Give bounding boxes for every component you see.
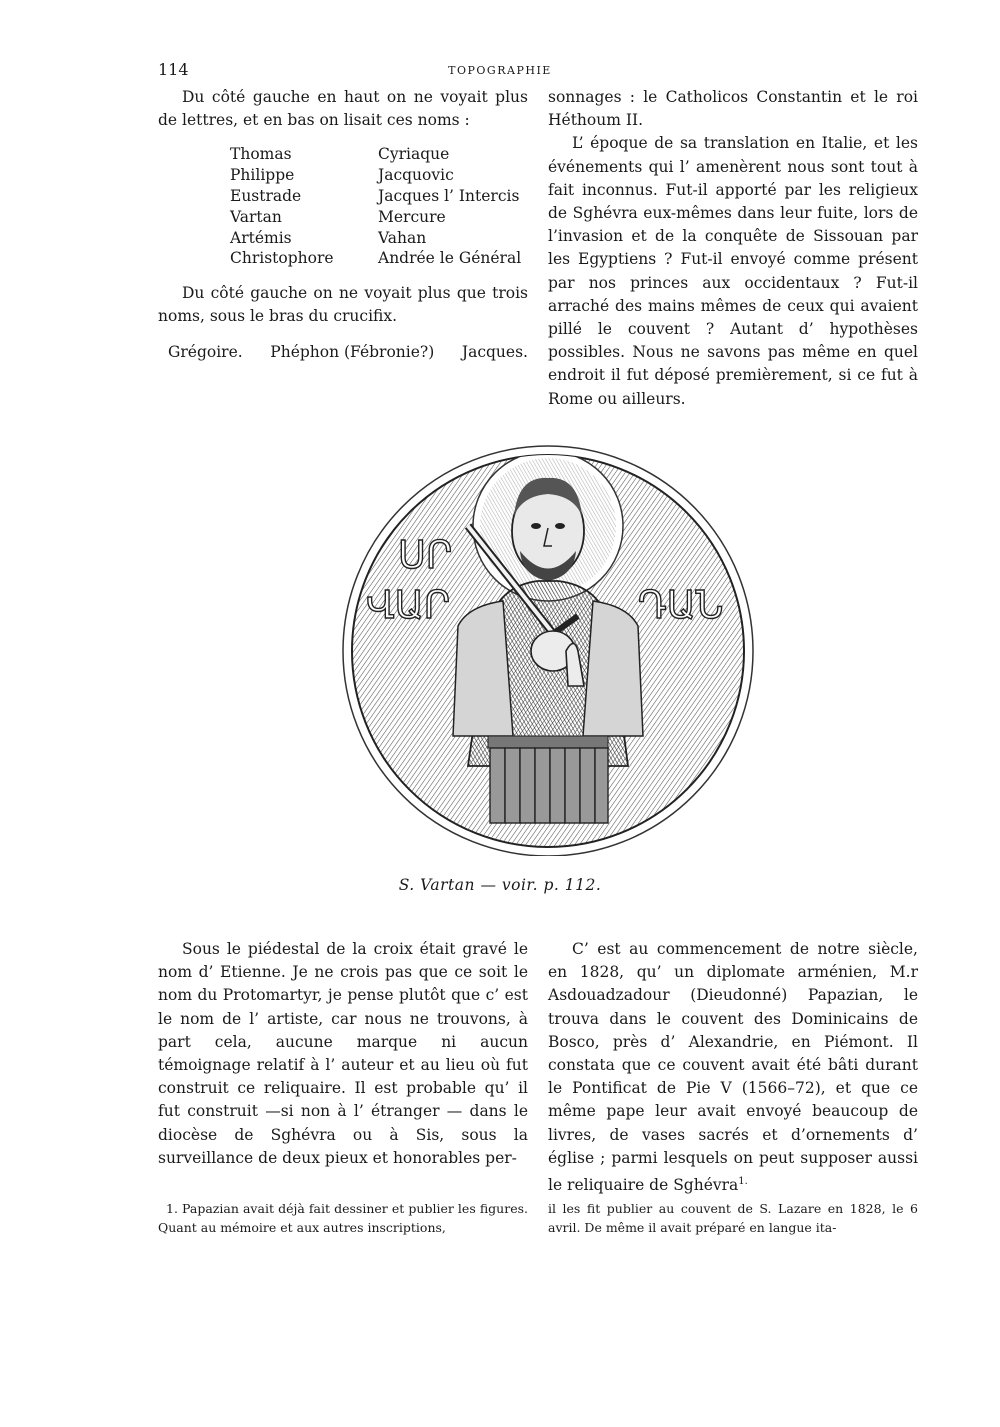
right-column-top [548, 86, 918, 411]
name: Thomas [230, 145, 292, 164]
right-column-bottom [548, 938, 918, 1197]
name: Grégoire. [168, 342, 243, 361]
names-row [230, 248, 528, 269]
footnote-right [548, 1199, 918, 1237]
paragraph [548, 938, 918, 1197]
names-row [230, 165, 528, 186]
after-names-paragraph: Du côté gauche on ne voyait plus que trois noms, sous le bras du crucifix. [158, 284, 528, 326]
saint-vartan-medallion [338, 436, 758, 856]
names-row [230, 144, 528, 165]
intro-paragraph: Du côté gauche en haut on ne voyait plus de lettres, et en bas on lisait ces noms : [158, 88, 528, 130]
medallion-letters-top-left: ՍՐ [398, 533, 453, 577]
names-row [230, 228, 528, 249]
left-column-top [158, 86, 528, 364]
name: Phéphon (Fébronie?) [270, 342, 435, 361]
names-row [230, 207, 528, 228]
page-number: 114 [158, 60, 189, 79]
name: Jacques. [461, 342, 528, 361]
paragraph-text: C’ est au commencement de notre siècle, en 1828, qu’ un diplomate arménien, M.r Asdouadzadour (Dieudonné) Papazian, le trouva dans le couvent des Dominicains de Bosco, près d’ Alexandrie, en Piémont. Il constata que ce couvent avait été bâti durant le Pontificat de Pie V (1566–72), et que ce même pape leur avait envoyé beaucoup de livres, de vases sacrés et d’ornements d’ église ; parmi lesquels on peut supposer aussi le reliquaire de Sghévra [548, 940, 918, 1195]
name: Vahan [378, 228, 427, 247]
running-title: TOPOGRAPHIE [448, 64, 552, 77]
name: Vartan [230, 207, 282, 226]
names-row [230, 186, 528, 207]
figure-caption: S. Vartan — voir. p. 112. [398, 876, 602, 894]
footnote-text: 1. Papazian avait déjà fait dessiner et publier les figures. Quant au mémoire et aux autres inscriptions, [158, 1201, 528, 1235]
name: Jacques l’ Intercis [378, 187, 520, 205]
name: Andrée le Général [378, 249, 522, 268]
paragraph: L’ époque de sa translation en Italie, et les événements qui l’ amenèrent nous sont tout à fait inconnus. Fut-il apporté par les religieux de Sghévra eux-mêmes dans leur fuite, lors de l’invasion et de la conquête de Sissouan par les Egyptiens ? Fut-il envoyé comme présent par nos princes aux occidentaux ? Fut-il arraché des mains mêmes de ceux qui avaient pillé le couvent ? Autant d’ hypothèses possibles. Nous ne savons pas même en quel endroit il fut déposé premièrement, si ce fut à Rome ou ailleurs. [548, 134, 918, 408]
footnote-left [158, 1199, 528, 1237]
name: Philippe [230, 166, 295, 185]
left-column-bottom [158, 938, 528, 1170]
footnote-text: il les fit publier au couvent de S. Lazare en 1828, le 6 avril. De même il avait préparé en langue ita- [548, 1201, 918, 1235]
name: Mercure [378, 207, 446, 226]
medallion-letters-right: ԴԱՆ [638, 583, 724, 627]
name: Cyriaque [378, 145, 450, 164]
three-names-line [158, 341, 528, 364]
name: Artémis [230, 228, 292, 247]
footnote-ref: 1. [738, 1176, 748, 1188]
name: Christophore [230, 249, 334, 268]
paragraph-continuation: sonnages : le Catholicos Constantin et le roi Héthoum II. [548, 88, 918, 130]
paragraph: Sous le piédestal de la croix était gravé le nom d’ Etienne. Je ne crois pas que ce soit le nom du Protomartyr, je pense plutôt que c’ est le nom de l’ artiste, car nous ne trouvons, à part cela, aucune marque ni aucun témoignage relatif à l’ auteur et au lieu où fut construit ce reliquaire. Il est probable qu’ il fut construit —si non à l’ étranger — dans le diocèse de Sghévra ou à Sis, sous la surveillance de deux pieux et honorables per- [158, 940, 528, 1167]
name: Eustrade [230, 187, 302, 205]
medallion-letters-left: ՎԱՐ [366, 583, 451, 627]
medallion-figure [338, 436, 758, 856]
names-list [230, 144, 528, 269]
name: Jacquovic [378, 166, 454, 185]
